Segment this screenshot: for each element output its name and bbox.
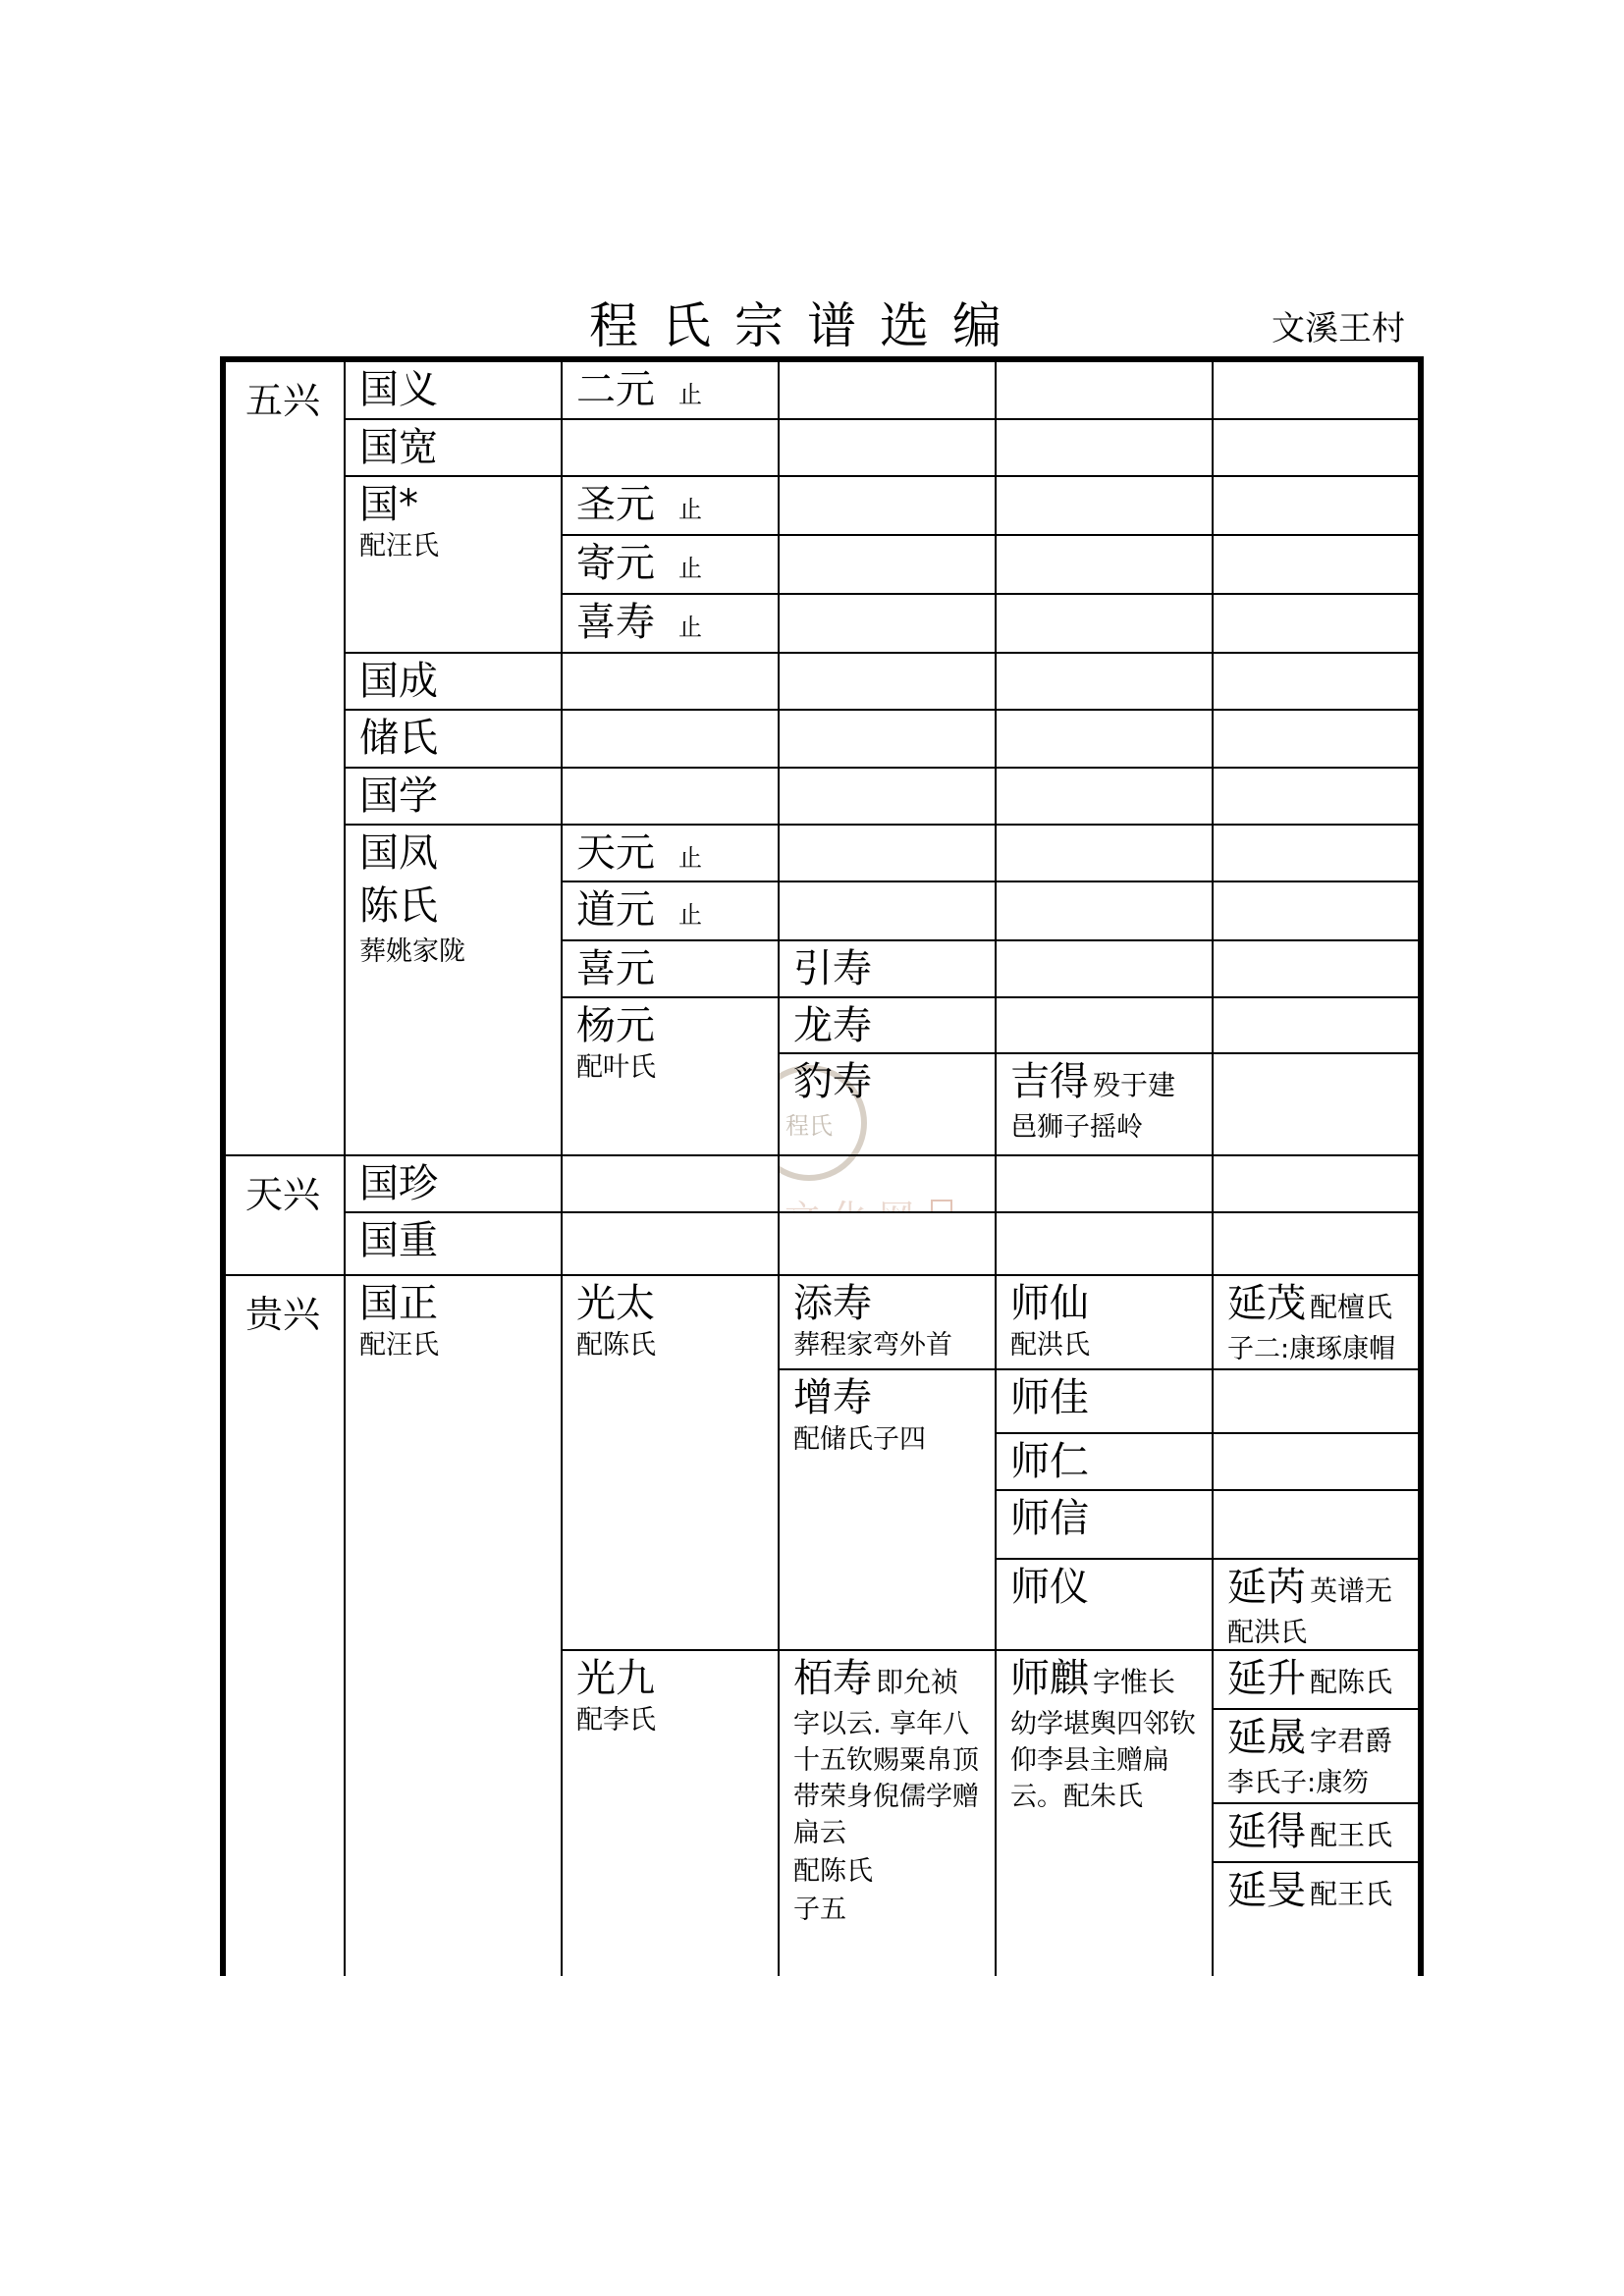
name-text: 圣元 xyxy=(576,482,655,527)
gen3-cell xyxy=(561,1154,778,1211)
name-text: 延旻 xyxy=(1227,1868,1306,1913)
gen3-cell xyxy=(561,1211,778,1274)
gen6-cell xyxy=(1212,593,1418,652)
person-name: 豹寿 xyxy=(793,1059,872,1104)
gen4-cell xyxy=(778,1368,995,1649)
gen4-cell xyxy=(778,996,995,1052)
gen5-cell xyxy=(995,1052,1212,1154)
gen6-cell xyxy=(1212,996,1418,1052)
person-name: 国义 xyxy=(359,367,438,412)
person-name: 杨元 xyxy=(576,1003,655,1048)
person-name: 光太 xyxy=(576,1281,655,1326)
person-name: 国重 xyxy=(359,1218,438,1263)
gen6-cell xyxy=(1212,652,1418,709)
gen5-cell xyxy=(995,1649,1212,1976)
gen4-cell xyxy=(778,1649,995,1976)
gen6-cell xyxy=(1212,1802,1418,1861)
gen6-cell xyxy=(1212,767,1418,824)
gen3-cell xyxy=(561,1274,778,1649)
person-note: 配李氏 xyxy=(576,1705,656,1735)
inline-note: 殁于建 xyxy=(1093,1069,1176,1101)
person-name xyxy=(563,595,778,649)
gen5-cell xyxy=(995,709,1212,767)
name-text: 寄元 xyxy=(576,541,655,586)
person-name: 师信 xyxy=(1010,1496,1089,1541)
inline-note: 英谱无 xyxy=(1310,1575,1393,1607)
inline-note: 配王氏 xyxy=(1310,1878,1393,1910)
page-title: 程氏宗谱选编 xyxy=(589,297,1025,354)
gen2-cell xyxy=(344,709,561,767)
gen4-cell xyxy=(778,534,995,593)
person-name xyxy=(563,362,778,416)
gen4-cell xyxy=(778,652,995,709)
person-name: 师仙 xyxy=(1010,1281,1089,1326)
person-name: 国珍 xyxy=(359,1161,438,1206)
gen6-cell xyxy=(1212,1649,1418,1708)
gen3-cell xyxy=(561,534,778,593)
gen5-cell xyxy=(995,1432,1212,1489)
gen3-cell xyxy=(561,418,778,475)
gen3-cell xyxy=(561,767,778,824)
person-name: 国* xyxy=(359,482,418,527)
person-note: 配陈氏 xyxy=(793,1856,873,1887)
person-name xyxy=(780,1651,995,1704)
person-name xyxy=(1214,1804,1418,1857)
person-name xyxy=(1214,1560,1418,1613)
gen5-cell xyxy=(995,1154,1212,1211)
gen4-cell xyxy=(778,418,995,475)
person-name: 增寿 xyxy=(793,1375,872,1420)
gen5-cell xyxy=(995,362,1212,418)
line-ends-mark: 止 xyxy=(678,555,702,582)
person-name: 陈氏 xyxy=(359,883,438,929)
person-name: 储氏 xyxy=(359,716,438,761)
person-name xyxy=(1214,1276,1418,1329)
gen5-cell xyxy=(995,824,1212,881)
gen2-cell xyxy=(344,418,561,475)
person-name xyxy=(563,882,778,936)
person-note: 子五 xyxy=(793,1895,846,1925)
person-name: 国成 xyxy=(359,659,438,704)
gen1-name: 天兴 xyxy=(245,1173,321,1216)
gen5-cell xyxy=(995,534,1212,593)
person-name: 添寿 xyxy=(793,1281,872,1326)
person-note: 配洪氏 xyxy=(1010,1330,1090,1361)
gen4-cell xyxy=(778,475,995,534)
gen2-cell xyxy=(344,1211,561,1274)
gen4-cell xyxy=(778,1274,995,1368)
gen4-cell xyxy=(778,1211,995,1274)
person-name: 国凤 xyxy=(359,830,438,876)
gen2-cell xyxy=(344,824,561,1154)
person-note: 字以云. 享年八十五钦赐粟帛顶带荣身倪儒学赠扁云 xyxy=(793,1709,979,1848)
name-text: 师麒 xyxy=(1010,1656,1089,1701)
gen6-cell xyxy=(1212,1274,1418,1368)
gen3-cell xyxy=(561,593,778,652)
gen5-cell xyxy=(995,939,1212,996)
name-text: 吉得 xyxy=(1010,1059,1089,1104)
gen5-cell xyxy=(995,881,1212,939)
line-ends-mark: 止 xyxy=(678,381,702,408)
village-subtitle: 文溪王村 xyxy=(1272,309,1405,348)
person-name: 国正 xyxy=(359,1281,438,1326)
gen6-cell xyxy=(1212,1708,1418,1802)
gen3-cell xyxy=(561,939,778,996)
gen4-cell xyxy=(778,767,995,824)
name-text: 二元 xyxy=(576,367,655,412)
gen5-cell xyxy=(995,593,1212,652)
person-note: 配叶氏 xyxy=(576,1052,656,1083)
gen2-cell xyxy=(344,475,561,652)
gen4-cell xyxy=(778,881,995,939)
gen2-cell xyxy=(344,767,561,824)
gen6-cell xyxy=(1212,362,1418,418)
person-name: 师仁 xyxy=(1010,1439,1089,1484)
gen6-cell xyxy=(1212,1489,1418,1558)
name-text: 延茂 xyxy=(1227,1281,1306,1326)
gen5-cell xyxy=(995,1274,1212,1368)
gen6-cell xyxy=(1212,1211,1418,1274)
person-name: 喜元 xyxy=(576,946,655,991)
name-text: 道元 xyxy=(576,887,655,933)
gen6-cell xyxy=(1212,1368,1418,1432)
gen6-cell xyxy=(1212,881,1418,939)
person-note: 幼学堪舆四邻钦仰李县主赠扁云。配朱氏 xyxy=(1010,1709,1196,1812)
person-note: 葬姚家陇 xyxy=(359,936,465,967)
gen4-cell xyxy=(778,709,995,767)
person-name: 师佳 xyxy=(1010,1375,1089,1420)
person-name: 国宽 xyxy=(359,425,438,470)
inline-note: 配陈氏 xyxy=(1310,1666,1393,1698)
name-text: 栢寿 xyxy=(793,1656,872,1701)
gen6-cell xyxy=(1212,1154,1418,1211)
name-text: 延升 xyxy=(1227,1656,1306,1701)
person-name xyxy=(1214,1651,1418,1704)
seal-text: 程氏 xyxy=(785,1111,833,1140)
person-name xyxy=(1214,1710,1418,1763)
name-text: 延芮 xyxy=(1227,1565,1306,1610)
gen6-cell xyxy=(1212,1432,1418,1489)
gen5-cell xyxy=(995,1558,1212,1649)
inline-note: 字惟长 xyxy=(1093,1666,1176,1698)
gen5-cell xyxy=(995,767,1212,824)
person-name: 光九 xyxy=(576,1656,655,1701)
person-name xyxy=(997,1651,1212,1704)
person-name xyxy=(997,1054,1212,1107)
gen6-cell xyxy=(1212,1052,1418,1154)
gen5-cell xyxy=(995,1489,1212,1558)
person-note: 配汪氏 xyxy=(359,531,439,561)
person-name xyxy=(1214,1863,1418,1916)
genealogy-table xyxy=(220,356,1424,1976)
gen6-cell xyxy=(1212,1558,1418,1649)
name-text: 喜寿 xyxy=(576,600,655,645)
gen6-cell xyxy=(1212,475,1418,534)
person-name: 师仪 xyxy=(1010,1565,1089,1610)
gen3-cell xyxy=(561,652,778,709)
gen2-cell xyxy=(344,362,561,418)
gen6-cell xyxy=(1212,1861,1418,1976)
gen4-cell xyxy=(778,1052,995,1154)
person-name: 国学 xyxy=(359,774,438,819)
gen1-name: 贵兴 xyxy=(245,1293,321,1336)
inline-note: 配王氏 xyxy=(1310,1819,1393,1851)
inline-note: 配檀氏 xyxy=(1310,1291,1393,1323)
gen4-cell xyxy=(778,593,995,652)
gen1-cell-guixing xyxy=(226,1274,344,1976)
gen5-cell xyxy=(995,475,1212,534)
gen5-cell xyxy=(995,418,1212,475)
person-name xyxy=(563,826,778,880)
line-ends-mark: 止 xyxy=(678,614,702,641)
gen4-cell xyxy=(778,824,995,881)
gen2-cell xyxy=(344,1154,561,1211)
name-text: 延晟 xyxy=(1227,1715,1306,1760)
gen2-cell xyxy=(344,1274,561,1976)
gen5-cell xyxy=(995,1211,1212,1274)
person-note: 配储氏子四 xyxy=(793,1424,926,1455)
line-ends-mark: 止 xyxy=(678,844,702,872)
person-note: 葬程家弯外首 xyxy=(793,1330,952,1361)
gen6-cell xyxy=(1212,534,1418,593)
gen3-cell xyxy=(561,881,778,939)
person-note: 配汪氏 xyxy=(359,1330,439,1361)
line-ends-mark: 止 xyxy=(678,901,702,929)
gen3-cell xyxy=(561,709,778,767)
gen3-cell xyxy=(561,824,778,881)
gen2-cell xyxy=(344,652,561,709)
gen5-cell xyxy=(995,996,1212,1052)
gen3-cell xyxy=(561,475,778,534)
gen3-cell xyxy=(561,996,778,1154)
inline-note: 即允祯 xyxy=(876,1666,959,1698)
person-note: 邑狮子摇岭 xyxy=(1010,1112,1143,1143)
name-text: 延得 xyxy=(1227,1809,1306,1854)
gen3-cell xyxy=(561,362,778,418)
person-name xyxy=(563,477,778,531)
gen4-cell xyxy=(778,1154,995,1211)
person-note: 子二:康琢康帽 xyxy=(1227,1334,1396,1364)
gen6-cell xyxy=(1212,418,1418,475)
person-note: 配陈氏 xyxy=(576,1330,656,1361)
gen6-cell xyxy=(1212,709,1418,767)
inline-note: 字君爵 xyxy=(1310,1725,1393,1757)
person-note: 配洪氏 xyxy=(1227,1618,1307,1648)
gen4-cell xyxy=(778,939,995,996)
person-name xyxy=(563,536,778,590)
gen6-cell xyxy=(1212,939,1418,996)
person-note: 李氏子:康笏 xyxy=(1227,1768,1370,1798)
gen1-name: 五兴 xyxy=(245,379,321,422)
gen5-cell xyxy=(995,652,1212,709)
gen5-cell xyxy=(995,1368,1212,1432)
gen4-cell xyxy=(778,362,995,418)
gen6-cell xyxy=(1212,824,1418,881)
gen1-cell-wuxing xyxy=(226,362,344,1154)
line-ends-mark: 止 xyxy=(678,496,702,523)
person-name: 龙寿 xyxy=(793,1003,872,1048)
gen3-cell xyxy=(561,1649,778,1976)
person-name: 引寿 xyxy=(793,946,872,991)
name-text: 天元 xyxy=(576,830,655,876)
gen1-cell-tianxing xyxy=(226,1154,344,1274)
